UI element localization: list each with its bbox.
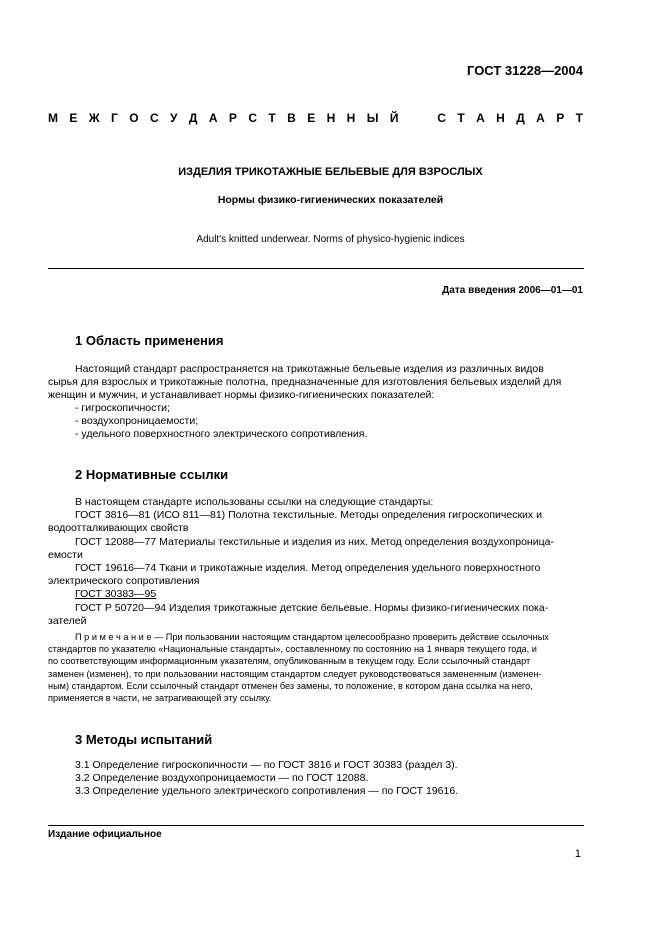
document-title: ИЗДЕЛИЯ ТРИКОТАЖНЫЕ БЕЛЬЕВЫЕ ДЛЯ ВЗРОСЛЫХ: [178, 166, 483, 178]
references-intro: В настоящем стандарте использованы ссылки на следующие стандарты:: [75, 496, 434, 508]
banner-letter: Н: [326, 111, 336, 125]
header-divider: [48, 268, 584, 269]
banner-letter: А: [476, 111, 485, 125]
section-3-heading: 3 Методы испытаний: [75, 732, 213, 747]
banner-letter: [410, 111, 426, 125]
banner-letter: Р: [228, 111, 237, 125]
reference-line: ГОСТ 30383—95: [75, 588, 157, 601]
note-line: применяется в части, не затрагивающей эту ссылку.: [48, 693, 272, 704]
banner-letter: Т: [457, 111, 465, 125]
list-item: - воздухопроницаемости;: [75, 415, 199, 427]
banner-letter: У: [170, 111, 178, 125]
banner-letter: Й: [389, 111, 399, 125]
reference-line: ГОСТ 12088—77 Материалы текстильные и изделия из них. Метод определения воздухопроница-: [75, 535, 554, 548]
section-2-heading: 2 Нормативные ссылки: [75, 467, 229, 482]
banner-letter: С: [248, 111, 257, 125]
reference-line: ГОСТ Р 50720—94 Изделия трикотажные детские бельевые. Нормы физико-гигиенических пока-: [75, 601, 549, 614]
footer-divider: [48, 825, 584, 826]
banner-letter: С: [437, 111, 446, 125]
banner-letter: Н: [496, 111, 505, 125]
banner-letter: С: [149, 111, 159, 125]
banner-letter: Н: [346, 111, 356, 125]
banner-letter: М: [48, 111, 58, 125]
banner-letter: А: [536, 111, 545, 125]
note-line: ным) стандартом. Если ссылочный стандарт отменен без замены, то положение, в котором дана ссылка на него,: [48, 680, 533, 691]
introduction-date: Дата введения 2006—01—01: [442, 285, 583, 296]
reference-line: ГОСТ 3816—81 (ИСО 811—81) Полотна текстильные. Методы определения гигроскопических и: [75, 509, 542, 522]
note-line: стандартов по указателю «Национальные стандарты», составленному по состоянию на 1 января текущего года, и: [48, 644, 537, 655]
note-block: [48, 631, 583, 704]
banner-letter: Т: [575, 111, 583, 125]
list-item: - удельного поверхностного электрического сопротивления.: [75, 428, 368, 440]
list-item: 3.2 Определение воздухопроницаемости — по ГОСТ 12088.: [75, 772, 369, 784]
paragraph-line: Настоящий стандарт распространяется на трикотажные бельевые изделия из различных видов: [75, 363, 544, 375]
banner-letter: Т: [268, 111, 276, 125]
paragraph-line: женщин и мужчин, и устанавливает нормы физико-гигиенических показателей:: [48, 389, 435, 402]
banner-letter: Д: [188, 111, 198, 125]
reference-line: зателей: [48, 614, 87, 627]
official-edition-label: Издание официальное: [48, 829, 162, 840]
section-2-references: [48, 496, 583, 628]
banner-letter: В: [287, 111, 296, 125]
page-number: 1: [574, 848, 581, 860]
reference-line: емости: [48, 548, 83, 561]
banner-letter: Г: [111, 111, 118, 125]
banner-letter: Е: [69, 111, 78, 125]
banner-letter: Р: [556, 111, 565, 125]
note-line: П р и м е ч а н и е — При пользовании настоящим стандартом целесообразно проверить действие ссылочных: [75, 632, 549, 642]
banner-letter: Ж: [88, 111, 100, 125]
banner-letter: О: [129, 111, 139, 125]
list-item: - гигроскопичности;: [75, 402, 170, 414]
banner-letter: Ы: [366, 111, 379, 125]
paragraph-line: сырья для взрослых и трикотажные полотна, предназначенные для изготовления бельевых изделий для: [48, 376, 562, 389]
banner-letter: Е: [307, 111, 316, 125]
list-item: 3.1 Определение гигроскопичности — по ГОСТ 3816 и ГОСТ 30383 (раздел 3).: [75, 759, 458, 771]
reference-line: водоотталкивающих свойств: [48, 522, 189, 535]
english-title: Adult's knitted underwear. Norms of physico-hygienic indices: [196, 234, 465, 245]
section-1-paragraph: [48, 363, 583, 403]
banner-letter: Д: [516, 111, 525, 125]
note-line: заменен (изменен), то при пользовании настоящим стандартом следует руководствоваться замененным (изменен-: [48, 668, 542, 679]
section-1-heading: 1 Область применения: [75, 333, 224, 348]
reference-line: ГОСТ 19616—74 Ткани и трикотажные изделия. Метод определения удельного поверхностного: [75, 562, 541, 575]
banner-letter: А: [208, 111, 218, 125]
document-code: ГОСТ 31228—2004: [467, 63, 583, 78]
list-item: 3.3 Определение удельного электрического сопротивления — по ГОСТ 19616.: [75, 785, 459, 797]
note-line: по соответствующим информационным указателям, опубликованным в текущем году. Если ссылочный стандарт: [48, 656, 531, 667]
reference-line: электрического сопротивления: [48, 575, 200, 588]
interstate-standard-banner: [48, 111, 583, 125]
document-subtitle: Нормы физико-гигиенических показателей: [217, 194, 444, 206]
